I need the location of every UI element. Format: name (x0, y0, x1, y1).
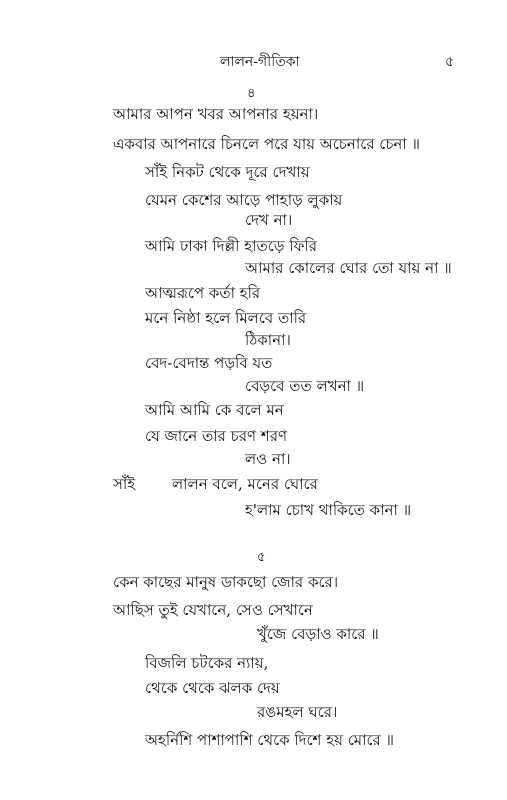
verse-line: রঙমহল ঘরে। (257, 703, 338, 721)
verse-line: লও না। (245, 450, 291, 468)
page-number: ৫ (445, 54, 455, 70)
verse-line: সাঁই (113, 475, 136, 493)
verse-line: কেন কাছের মানুষ ডাকছো জোর করে। (113, 573, 339, 591)
verse-line: বেড়বে তত লখনা ॥ (245, 377, 365, 395)
verse-line: দেখ না। (245, 211, 293, 229)
song-number: ৪ (247, 86, 256, 101)
verse-line: আমি ঢাকা দিল্লী হাতড়ে ফিরি (145, 237, 318, 255)
verse-line: একবার আপনারে চিনলে পরে যায় অচেনারে চেনা ॥ (113, 135, 420, 153)
verse-line: আত্মরূপে কর্তা হরি (145, 284, 261, 302)
verse-line: মনে নিষ্ঠা হলে মিলবে তারি (145, 309, 307, 327)
verse-line: বিজলি চটকের ন্যায়, (145, 654, 269, 672)
verse-line: আমার আপন খবর আপনার হয়না। (113, 105, 319, 123)
verse-line: আছিস তুই যেখানে, সেও সেখানে (113, 601, 313, 619)
running-header-title: লালন-গীতিকা (220, 54, 300, 70)
verse-line: যে জানে তার চরণ শরণ (145, 427, 288, 445)
verse-line: খুঁজে বেড়াও কারে ॥ (257, 625, 379, 643)
verse-line: হ'লাম চোখ থাকিতে কানা ॥ (245, 501, 412, 519)
verse-line: বেদ-বেদান্ত পড়বি যত (145, 354, 273, 372)
verse-line: আমার কোলের ঘোর তো যায় না ॥ (245, 259, 452, 277)
verse-line: থেকে থেকে ঝলক দেয় (145, 679, 280, 697)
verse-line: আমি আমি কে বলে মন (145, 401, 284, 419)
verse-line: অহর্নিশি পাশাপাশি থেকে দিশে হয় মোরে ॥ (145, 731, 394, 749)
song-number: ৫ (257, 550, 266, 565)
verse-line: সাঁই নিকট থেকে দূরে দেখায় (145, 163, 310, 181)
verse-line: ঠিকানা। (245, 331, 291, 349)
verse-line: লালন বলে, মনের ঘোরে (172, 475, 318, 493)
verse-line: যেমন কেশের আড়ে পাহাড় লুকায় (145, 191, 343, 209)
